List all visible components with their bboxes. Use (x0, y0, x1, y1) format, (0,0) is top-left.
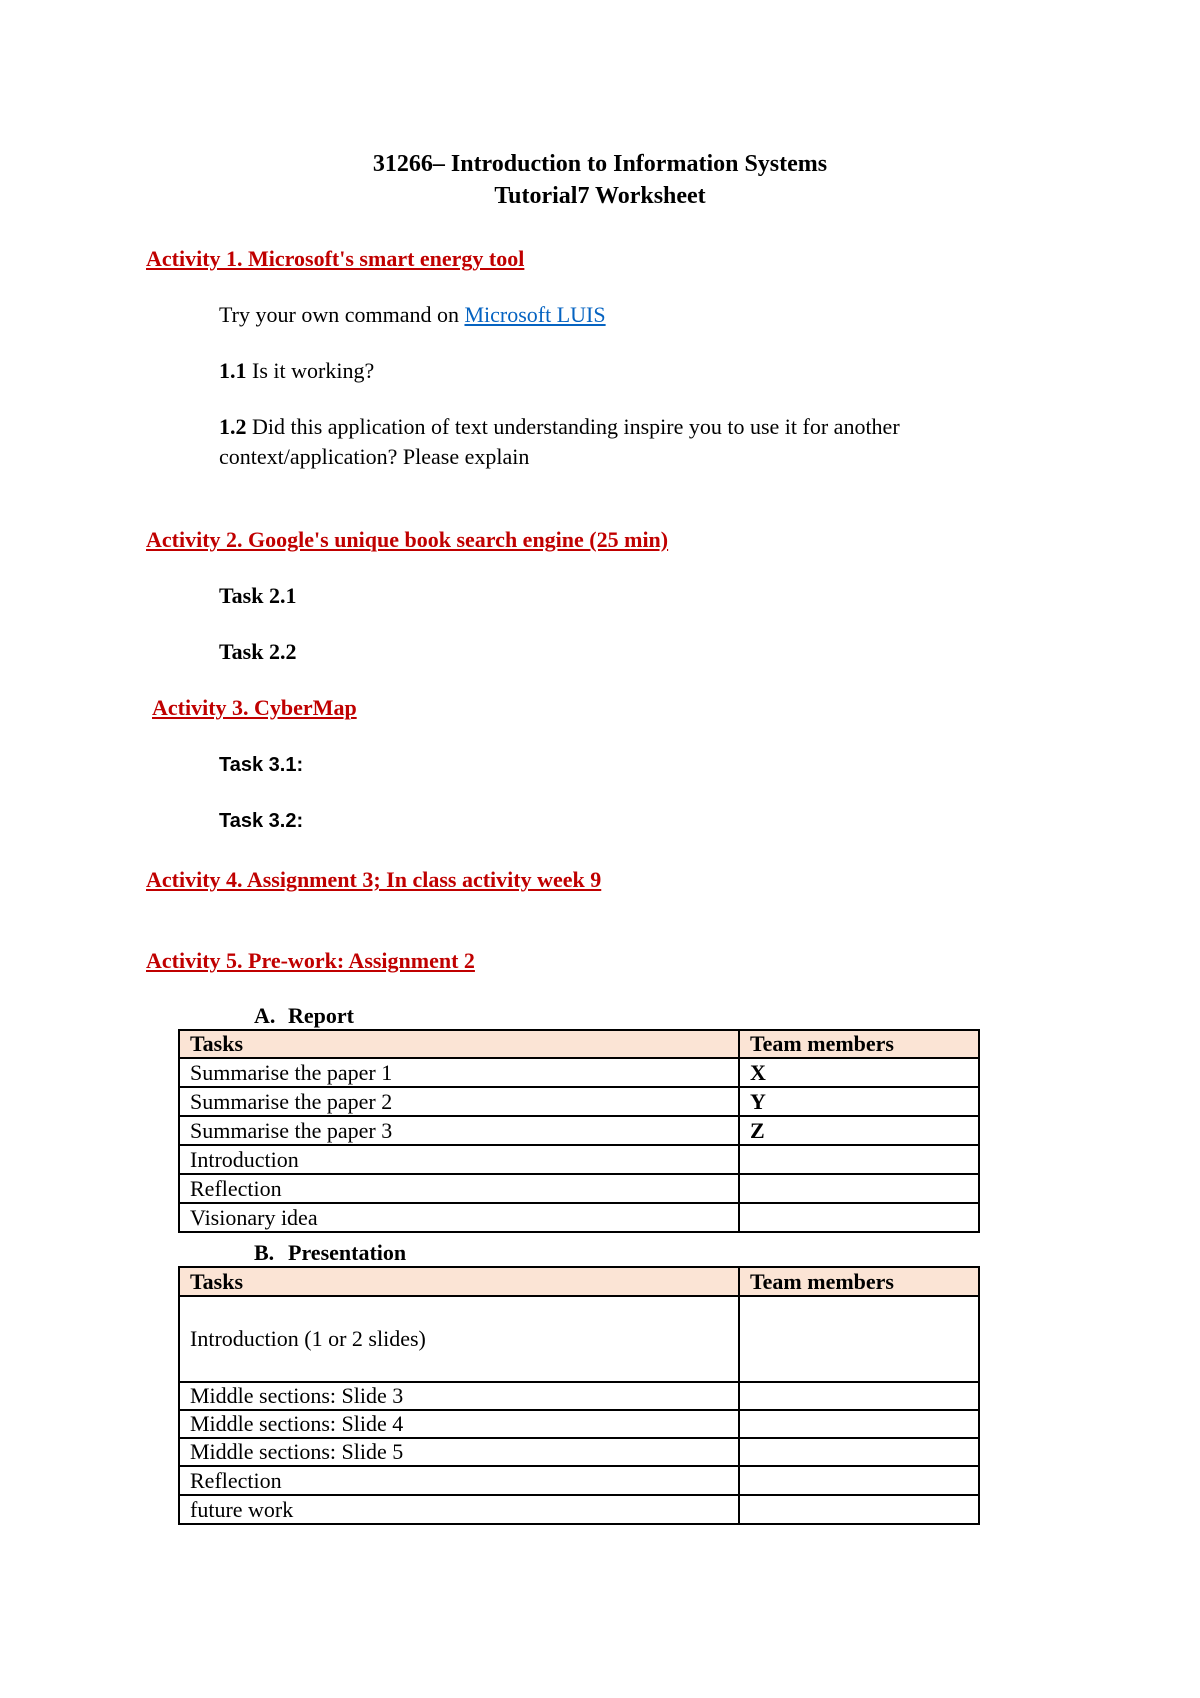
task-cell: Summarise the paper 3 (179, 1116, 739, 1145)
task-cell: Middle sections: Slide 3 (179, 1382, 739, 1410)
table-row (179, 1382, 979, 1410)
member-cell: Y (739, 1087, 979, 1116)
activity-1-heading: Activity 1. Microsoft's smart energy tool (146, 246, 525, 271)
activity-2-heading: Activity 2. Google's unique book search engine (25 min) (146, 527, 669, 552)
task-cell: Summarise the paper 2 (179, 1087, 739, 1116)
member-cell (739, 1203, 979, 1232)
table-header-row (179, 1030, 979, 1058)
table-row (179, 1058, 979, 1087)
member-cell (739, 1145, 979, 1174)
question-1-2 (219, 412, 900, 442)
activity-3-heading: Activity 3. CyberMap (152, 695, 357, 720)
table-header-tasks: Tasks (179, 1030, 739, 1058)
task-cell: Middle sections: Slide 4 (179, 1410, 739, 1438)
table-row (179, 1174, 979, 1203)
activity-1-intro-text: Try your own command on (219, 302, 465, 327)
document-subtitle: Tutorial7 Worksheet (494, 183, 706, 209)
table-header-team-members: Team members (739, 1267, 979, 1296)
table-header-row (179, 1267, 979, 1296)
table-row (179, 1145, 979, 1174)
table-row (179, 1438, 979, 1466)
report-letter: A. (254, 1003, 276, 1028)
task-cell: Visionary idea (179, 1203, 739, 1232)
table-header-team-members: Team members (739, 1030, 979, 1058)
document-title: 31266– Introduction to Information Systems (372, 151, 828, 177)
activity-5-heading: Activity 5. Pre-work: Assignment 2 (146, 948, 475, 973)
presentation-table (178, 1266, 980, 1525)
report-label (254, 1003, 354, 1029)
microsoft-luis-link[interactable]: Microsoft LUIS (464, 302, 606, 327)
task-3-2: Task 3.2: (219, 810, 304, 832)
presentation-label-text: Presentation (288, 1240, 407, 1265)
task-cell: Introduction (179, 1145, 739, 1174)
report-table (178, 1029, 980, 1233)
member-cell (739, 1296, 979, 1382)
table-header-tasks: Tasks (179, 1267, 739, 1296)
member-cell (739, 1382, 979, 1410)
member-cell (739, 1438, 979, 1466)
presentation-letter: B. (254, 1240, 275, 1265)
report-label-text: Report (288, 1003, 354, 1028)
question-1-1-text: Is it working? (246, 358, 375, 383)
member-cell (739, 1495, 979, 1524)
question-1-2-number: 1.2 (219, 414, 247, 439)
task-cell: Summarise the paper 1 (179, 1058, 739, 1087)
activity-1-intro (219, 300, 606, 330)
table-row (179, 1466, 979, 1495)
question-1-1 (219, 356, 374, 386)
presentation-label (254, 1240, 406, 1266)
question-1-2-text-line2: context/application? Please explain (219, 444, 530, 469)
activity-4-heading: Activity 4. Assignment 3; In class activity week 9 (146, 867, 602, 892)
task-cell: Middle sections: Slide 5 (179, 1438, 739, 1466)
question-1-2-text-line1: Did this application of text understanding inspire you to use it for another (246, 414, 900, 439)
member-cell: Z (739, 1116, 979, 1145)
member-cell (739, 1466, 979, 1495)
table-row (179, 1410, 979, 1438)
table-row (179, 1087, 979, 1116)
task-2-2: Task 2.2 (219, 639, 297, 664)
member-cell (739, 1174, 979, 1203)
task-cell: future work (179, 1495, 739, 1524)
table-row (179, 1495, 979, 1524)
task-cell: Reflection (179, 1174, 739, 1203)
task-2-1: Task 2.1 (219, 583, 297, 608)
table-row (179, 1296, 979, 1382)
member-cell: X (739, 1058, 979, 1087)
task-cell: Reflection (179, 1466, 739, 1495)
table-row (179, 1116, 979, 1145)
member-cell (739, 1410, 979, 1438)
task-cell: Introduction (1 or 2 slides) (179, 1296, 739, 1382)
table-row (179, 1203, 979, 1232)
task-3-1: Task 3.1: (219, 754, 304, 776)
question-1-1-number: 1.1 (219, 358, 247, 383)
